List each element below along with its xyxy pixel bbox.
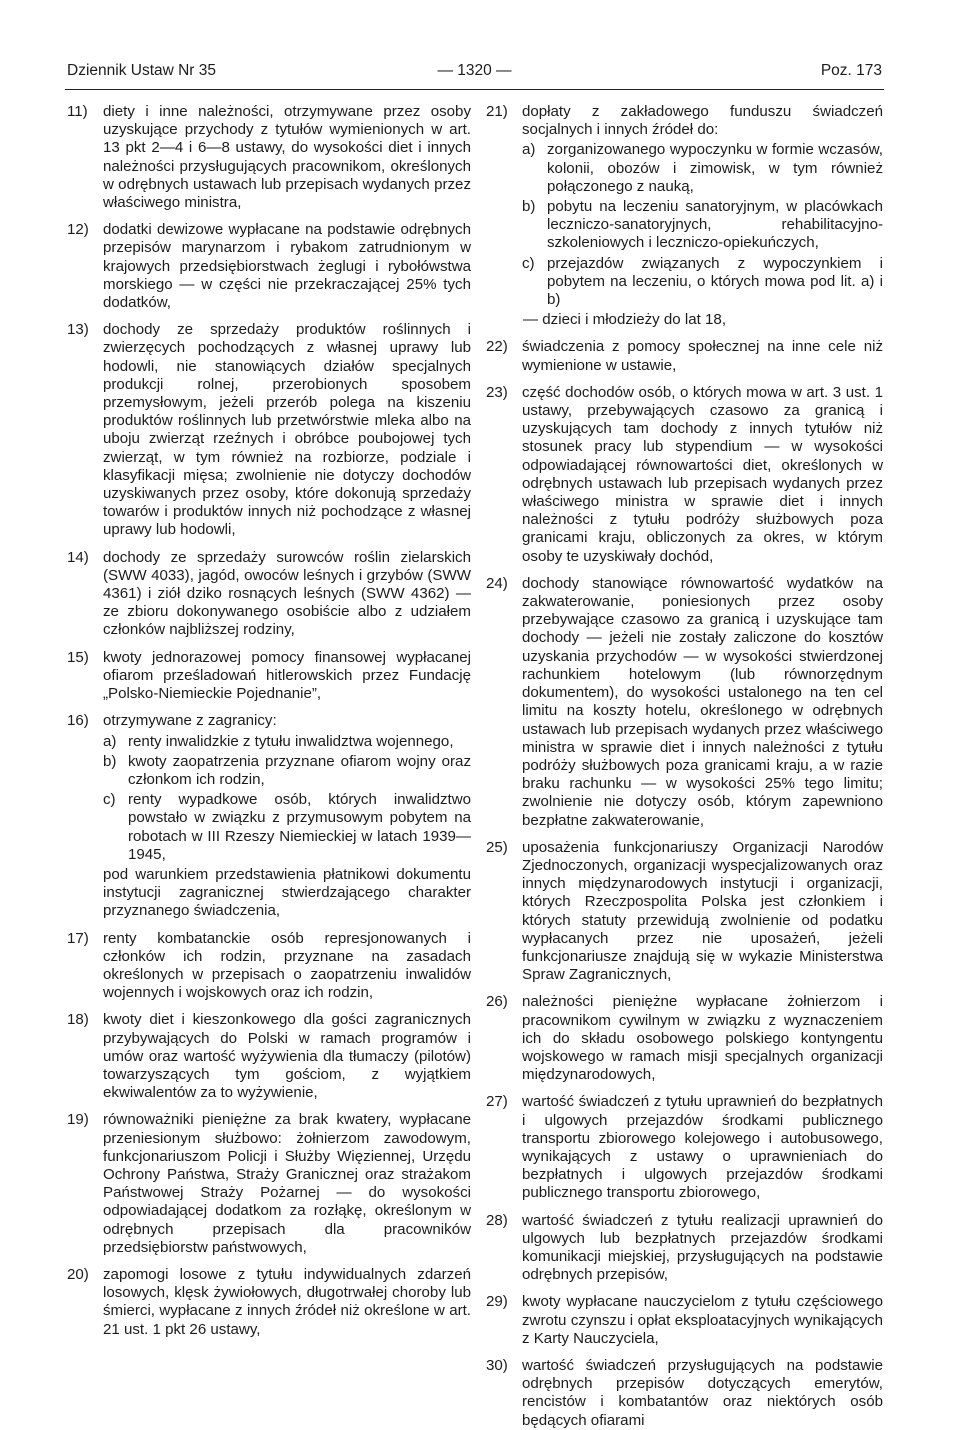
item-number: 24) xyxy=(486,574,508,592)
list-item xyxy=(67,1111,471,1257)
sub-item-letter: b) xyxy=(522,198,536,216)
list-item xyxy=(486,1212,883,1285)
list-item xyxy=(67,930,471,1003)
sub-item-text: renty inwalidzkie z tytułu inwalidztwa wojennego, xyxy=(128,732,454,750)
sub-item-text: kwoty zaopatrzenia przyznane ofiarom wojny oraz członkom ich rodzin, xyxy=(128,752,471,788)
item-number: 28) xyxy=(486,1211,508,1229)
list-item xyxy=(67,221,471,312)
sub-item-letter: b) xyxy=(103,752,117,770)
sub-item-letter: a) xyxy=(522,141,536,159)
item-text: dochody ze sprzedaży produktów roślinnych i zwierzęcych pochodzących z własnej uprawy lub hodowli, nie stanowiących działów specjalnych produkcji rolnej, przerobionych sposobem przemysłowym, jeżeli przerób polega na kiszeniu produktów roślinnych lub przetwórstwie mleka albo na uboju zwierząt rzeźnych i obróbce poubojowej tych zwierząt, w tym również na rozbiorze, podziale i klasyfikacji mięsa; zwolnienie nie dotyczy dochodów uzyskiwanych przez osoby, które dokonują sprzedaży towarów i produktów innych niż pochodzące z własnej uprawy lub hodowli, xyxy=(103,321,471,539)
sub-item-letter: c) xyxy=(522,254,535,272)
item-text: dochody ze sprzedaży surowców roślin zielarskich (SWW 4033), jagód, owoców leśnych i grzybów (SWW 4361) i ziół dziko rosnących leśnych (SWW 4362) — ze zbioru dokonywanego osobiście albo z udziałem członków najbliższej rodziny, xyxy=(103,548,471,639)
list-item xyxy=(486,1293,883,1348)
list-item xyxy=(486,575,883,830)
sub-item xyxy=(103,733,471,751)
item-text: świadczenia z pomocy społecznej na inne cele niż wymienione w ustawie, xyxy=(522,338,883,374)
list-item xyxy=(67,1266,471,1339)
item-number: 25) xyxy=(486,838,508,856)
page-header xyxy=(67,62,882,86)
item-number: 27) xyxy=(486,1093,508,1111)
left-column xyxy=(67,103,471,1348)
item-number: 19) xyxy=(67,1111,89,1129)
list-item xyxy=(67,649,471,704)
list-item xyxy=(486,839,883,985)
list-item xyxy=(486,103,883,329)
journal-title: Dziennik Ustaw Nr 35 xyxy=(67,62,217,79)
item-text: kwoty jednorazowej pomocy finansowej wypłacanej ofiarom prześladowań hitlerowskich przez Fundację „Polsko-Niemieckie Pojednanie”, xyxy=(103,648,471,703)
list-item xyxy=(486,1357,883,1429)
list-item xyxy=(67,712,471,920)
item-text: kwoty diet i kieszonkowego dla gości zagranicznych przybywających do Polski w ramach programów i umów oraz wartość wyżywienia dla tłumaczy (pilotów) towarzyszących tym gościom, z wyjątkiem ekwiwalentów za to wyżywienie, xyxy=(103,1011,471,1102)
sub-item-text: pobytu na leczeniu sanatoryjnym, w placówkach leczniczo-sanatoryjnych, rehabilitacyjno-szkoleniowych i leczniczo-opiekuńczych, xyxy=(547,198,883,252)
item-number: 23) xyxy=(486,383,508,401)
position-number: Poz. 173 xyxy=(820,62,882,79)
page-number: — 1320 — xyxy=(437,62,512,79)
item-number: 12) xyxy=(67,221,89,239)
item-text: kwoty wypłacane nauczycielom z tytułu częściowego zwrotu czynszu i opłat eksploatacyjnych wynikających z Karty Nauczyciela, xyxy=(522,1293,883,1347)
sub-item xyxy=(103,791,471,864)
item-text: zapomogi losowe z tytułu indywidualnych zdarzeń losowych, klęsk żywiołowych, długotrwałej choroby lub śmierci, wypłacane z innych źródeł niż określone w art. 21 ust. 1 pkt 26 ustawy, xyxy=(103,1265,471,1338)
sub-item xyxy=(103,753,471,789)
list-item xyxy=(486,384,883,566)
item-text: dochody stanowiące równowartość wydatków na zakwaterowanie, poniesionych przez osoby przebywające czasowo za granicą i uzyskujące tam dochody — jeżeli nie zostały zaliczone do kosztów uzyskania przychodów — w wysokości stwierdzonej rachunkiem hotelowym (lub równorzędnym dokumentem), do wysokości ustalonego na ten cel limitu na koszty hotelu, określonego w odrębnych ustawach lub przepisach wydanych przez właściwego ministra w sprawie diet i innych należności z tytułu podróży służbowych poza granicami kraju, a w razie braku rachunku — w wysokości 25% tego limitu; zwolnienie nie dotyczy osób, którym zapewniono bezpłatne zakwaterowanie, xyxy=(522,574,883,829)
header-divider xyxy=(65,89,884,90)
item-text: dopłaty z zakładowego funduszu świadczeń socjalnych i innych źródeł do: xyxy=(522,103,883,139)
sub-item xyxy=(522,141,883,196)
item-number: 26) xyxy=(486,993,508,1011)
item-text: część dochodów osób, o których mowa w art. 3 ust. 1 ustawy, przebywających czasowo za granicą i uzyskujących tam dochody z innych tytułów niż stosunek pracy lub stypendium — w wysokości odpowiadającej równowartości diet, określonych w odrębnych ustawach lub przepisach wydanych przez właściwego ministra w sprawie diet i innych należności z tytułu podróży służbowych poza granicami kraju, obliczonych za okres, w którym osoby te uzyskiwały dochód, xyxy=(522,383,883,565)
item-text: równoważniki pieniężne za brak kwatery, wypłacane przeniesionym służbowo: żołnierzom zawodowym, funkcjonariuszom Policji i Służby Więziennej, Urzędu Ochrony Państwa, Straży Granicznej oraz strażakom Państwowej Straży Pożarnej — do wysokości odpowiadającej dodatkom za rozłąkę, określonym w odrębnych przepisach dla pracowników przedsiębiorstw państwowych, xyxy=(103,1111,471,1256)
sub-item-text: przejazdów związanych z wypoczynkiem i pobytem na leczeniu, o których mowa pod lit. a) i b) xyxy=(547,254,883,309)
item-tail-text: pod warunkiem przedstawienia płatnikowi dokumentu instytucji zagranicznej stwierdzającego charakter przyznanego świadczenia, xyxy=(103,865,471,920)
item-number: 16) xyxy=(67,712,89,730)
item-text: otrzymywane z zagranicy: xyxy=(103,712,277,730)
list-item xyxy=(67,1011,471,1102)
list-item xyxy=(67,103,471,212)
sub-item-letter: c) xyxy=(103,791,116,809)
item-number: 15) xyxy=(67,648,89,666)
sub-item xyxy=(522,255,883,310)
list-item xyxy=(67,321,471,539)
item-number: 22) xyxy=(486,338,508,356)
sub-item-text: renty wypadkowe osób, których inwalidztwo powstało w związku z przymusowym pobytem na robotach w III Rzeszy Niemieckiej w latach 1939—1945, xyxy=(128,791,471,863)
item-text: należności pieniężne wypłacane żołnierzom i pracownikom cywilnym w związku z wyznaczeniem ich do składu osobowego polskiego kontyngentu wojskowego w ramach misji specjalnych organizacji międzynarodowych, xyxy=(522,993,883,1084)
item-text: diety i inne należności, otrzymywane przez osoby uzyskujące przychody z tytułów wymienionych w art. 13 pkt 2—4 i 6—8 ustawy, do wysokości diet i innych należności przysługujących pracownikom, określonych w odrębnych ustawach lub przepisach wydanych przez właściwego ministra, xyxy=(103,103,471,212)
item-number: 18) xyxy=(67,1011,89,1029)
list-item xyxy=(486,338,883,374)
item-number: 30) xyxy=(486,1357,508,1374)
item-number: 13) xyxy=(67,321,89,339)
sub-item-text: zorganizowanego wypoczynku w formie wczasów, kolonii, obozów i zimowisk, w tym również połączonego z nauką, xyxy=(547,141,883,195)
item-number: 20) xyxy=(67,1265,89,1283)
item-text: uposażenia funkcjonariuszy Organizacji Narodów Zjednoczonych, organizacji wyspecjalizowanych oraz innych międzynarodowych instytucji i organizacji, których Rzeczpospolita Polska jest członkiem i których statuty przewidują zwolnienie od podatku wypłacanych przez nie uposażeń, jeżeli funkcjonariusze znajdują się w wykazie Ministerstwa Spraw Zagranicznych, xyxy=(522,838,883,984)
sub-item-letter: a) xyxy=(103,732,117,750)
right-column xyxy=(486,103,883,1429)
item-text: wartość świadczeń z tytułu realizacji uprawnień do ulgowych lub bezpłatnych przejazdów środkami komunikacji miejskiej, przysługujących na podstawie odrębnych przepisów, xyxy=(522,1211,883,1284)
item-text: renty kombatanckie osób represjonowanych i członków ich rodzin, przyznane na zasadach określonych w przepisach o zaopatrzeniu inwalidów wojennych i wojskowych oraz ich rodzin, xyxy=(103,929,471,1002)
item-text: wartość świadczeń z tytułu uprawnień do bezpłatnych i ulgowych przejazdów środkami publicznego transportu zbiorowego kolejowego i autobusowego, wynikających z ustawy o uprawnieniach do bezpłatnych i ulgowych przejazdów środkami publicznego transportu zbiorowego, xyxy=(522,1093,883,1202)
sub-item xyxy=(522,198,883,253)
list-item xyxy=(67,549,471,640)
item-text: wartość świadczeń przysługujących na podstawie odrębnych przepisów dotyczących emerytów, rencistów i kombatantów oraz niektórych osób będących ofiarami xyxy=(522,1357,883,1429)
item-number: 29) xyxy=(486,1293,508,1311)
item-dash-text: — dzieci i młodzieży do lat 18, xyxy=(523,311,727,329)
list-item xyxy=(486,1093,883,1202)
item-number: 11) xyxy=(67,103,88,120)
item-text: dodatki dewizowe wypłacane na podstawie odrębnych przepisów marynarzom i rybakom zatrudnionym w krajowych przedsiębiorstwach żeglugi i rybołówstwa morskiego — w części nie przekraczającej 25% tych dodatków, xyxy=(103,221,471,312)
item-number: 21) xyxy=(486,103,508,120)
item-number: 14) xyxy=(67,548,89,566)
item-number: 17) xyxy=(67,929,89,947)
list-item xyxy=(486,993,883,1084)
